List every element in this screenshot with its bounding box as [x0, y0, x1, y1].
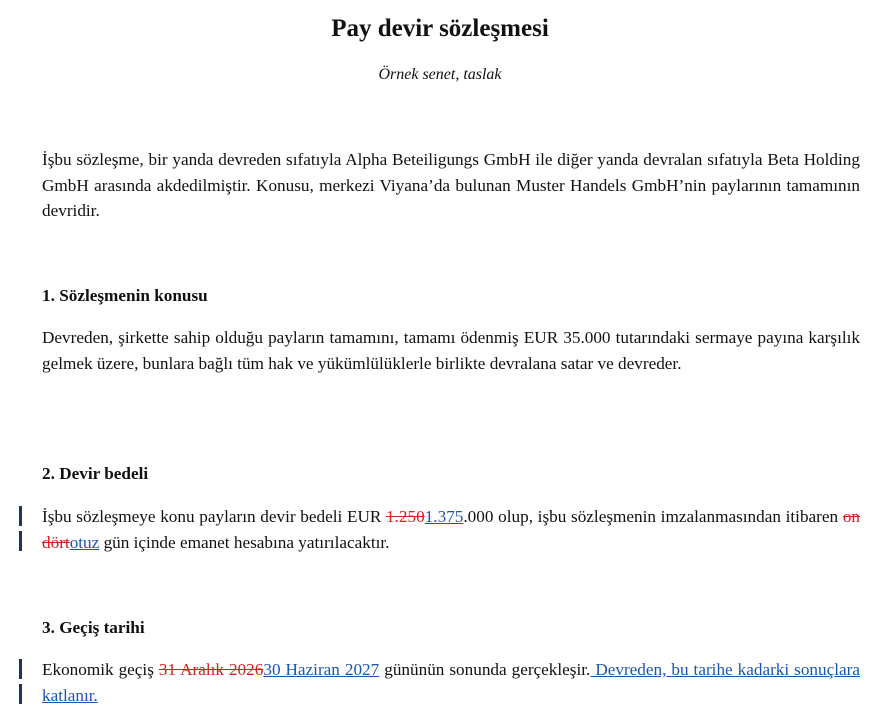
change-bar [19, 506, 22, 526]
text-run: Ekonomik geçiş [42, 660, 159, 679]
inserted-text[interactable]: 30 Haziran 2027 [263, 660, 380, 679]
section-2-paragraph [42, 504, 860, 555]
deleted-text[interactable]: 31 Aralık 2026 [158, 660, 264, 679]
text-run: İşbu sözleşmeye konu payların devir bedeli EUR [42, 507, 387, 526]
inserted-text[interactable]: 1.375 [424, 507, 464, 526]
section-3-paragraph [42, 657, 860, 708]
section-1-heading: 1. Sözleşmenin konusu [42, 286, 208, 305]
text-run: .000 olup, işbu sözleşmenin imzalanmasından itibaren [463, 507, 843, 526]
section-3-heading: 3. Geçiş tarihi [42, 618, 145, 637]
document-title: Pay devir sözleşmesi [331, 15, 549, 42]
text-run: gün içinde emanet hesabına yatırılacaktır. [99, 532, 390, 552]
intro-paragraph: İşbu sözleşme, bir yanda devreden sıfatıyla Alpha Beteiligungs GmbH ile diğer yanda devralan sıfatıyla Beta Holding GmbH arasında akdedilmiştir. Konusu, merkezi Viyana’da bulunan Muster Handels GmbH’nin paylarının tamamının devridir. [42, 150, 860, 220]
change-bar [19, 531, 22, 551]
change-bar [19, 659, 22, 679]
deleted-text[interactable]: on dört [42, 507, 861, 552]
change-bar [19, 684, 22, 704]
section-1-paragraph: Devreden, şirkette sahip olduğu payların tamamını, tamamı ödenmiş EUR 35.000 tutarındaki sermaye payına karşılık gelmek üzere, bunlara bağlı tüm hak ve yükümlülüklerle birlikte devralana satar ve devreder. [42, 328, 860, 373]
deleted-text[interactable]: 1.250 [386, 507, 425, 526]
inserted-text[interactable]: Devreden, bu tarihe kadarki sonuçlara katlanır. [42, 660, 860, 705]
text-run: gününün sonunda gerçekleşir. [379, 660, 591, 679]
section-2-heading: 2. Devir bedeli [42, 464, 149, 483]
document-subtitle: Örnek senet, taslak [378, 66, 502, 83]
inserted-text[interactable]: otuz [69, 532, 100, 552]
